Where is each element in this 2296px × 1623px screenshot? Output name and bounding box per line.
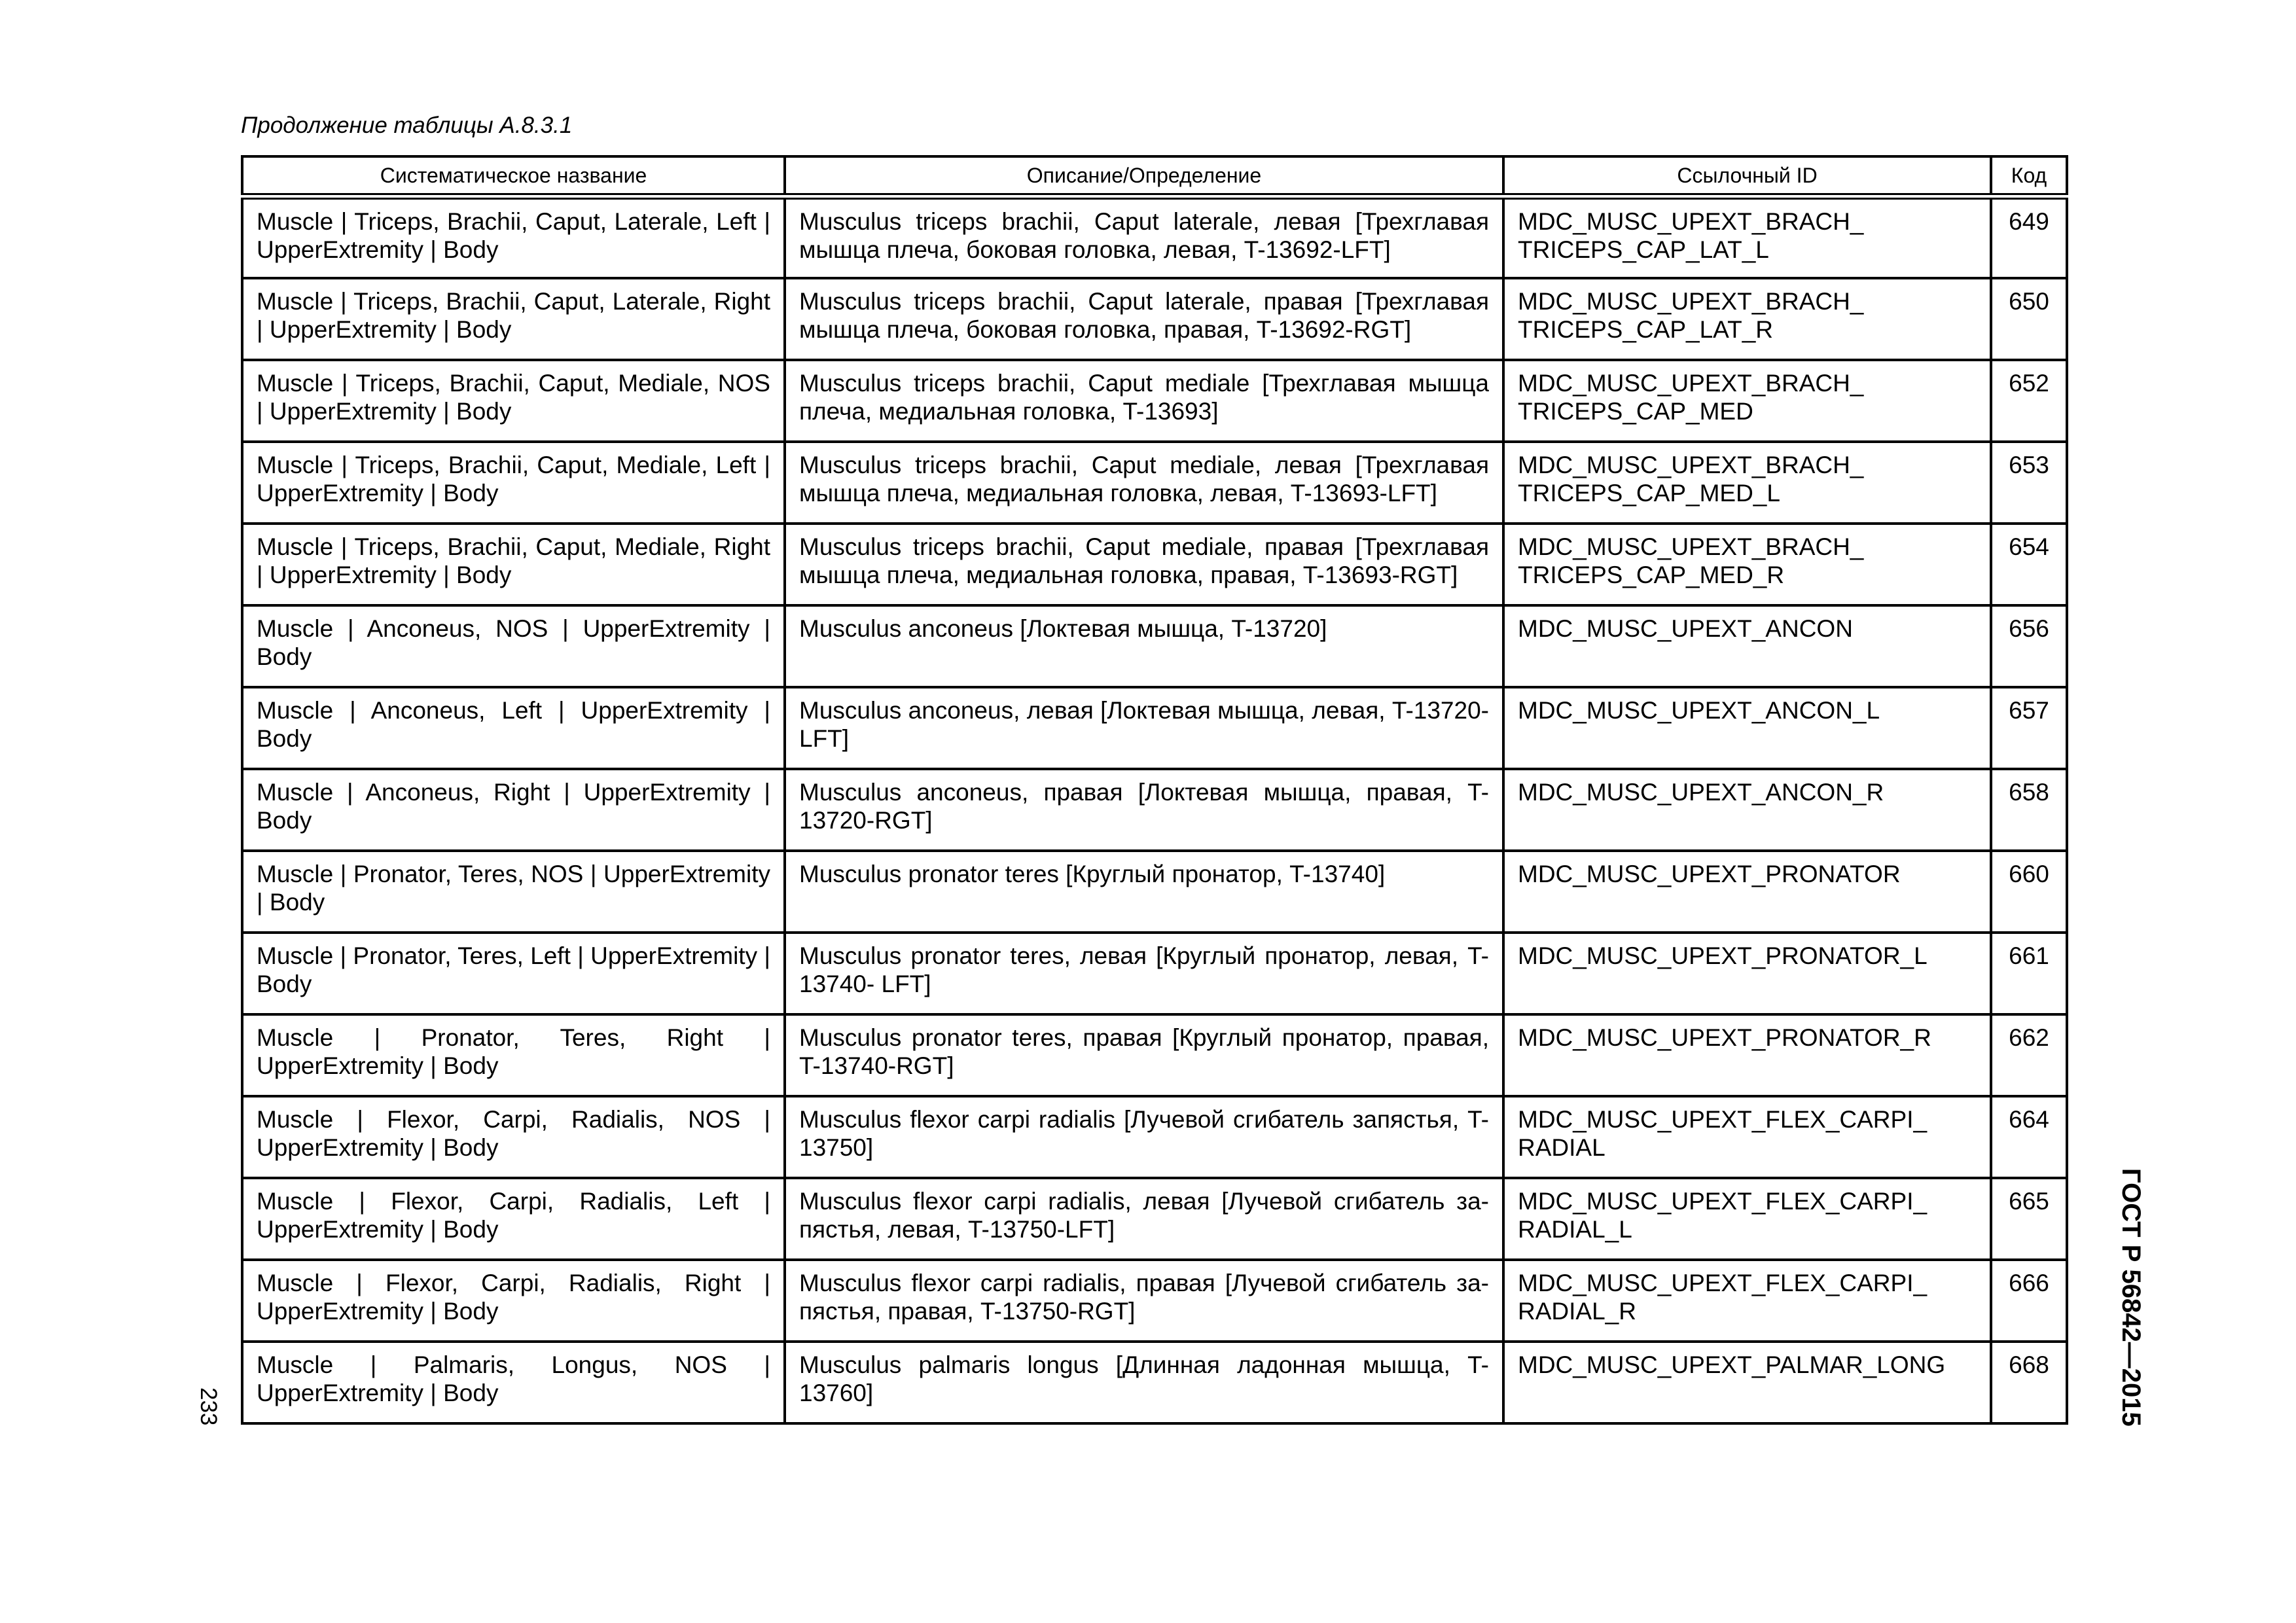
table-row <box>242 687 2067 769</box>
systematic-name-cell: Muscle | Pronator, Teres, Right | UpperExtremity | Body <box>242 1014 785 1096</box>
table-row <box>242 1014 2067 1096</box>
code-cell: 654 <box>1991 524 2067 605</box>
table-row <box>242 933 2067 1014</box>
code-cell: 656 <box>1991 605 2067 687</box>
table-row <box>242 442 2067 524</box>
description-cell: Musculus palmaris longus [Длинная ладонная мышца, T-13760] <box>785 1342 1503 1423</box>
systematic-name-cell: Muscle | Pronator, Teres, Left | UpperExtremity | Body <box>242 933 785 1014</box>
systematic-name-cell: Muscle | Triceps, Brachii, Caput, Mediale, Right | UpperExtremity | Body <box>242 524 785 605</box>
code-cell: 657 <box>1991 687 2067 769</box>
header-reference-id: Ссылочный ID <box>1503 156 1991 196</box>
table-row <box>242 605 2067 687</box>
description-cell: Musculus flexor carpi radialis, правая [Лучевой сгибатель за-пястья, правая, T-13750-RGT] <box>785 1260 1503 1342</box>
table-header <box>242 156 2067 196</box>
reference-id-cell: MDC_MUSC_UPEXT_PALMAR_LONG <box>1503 1342 1991 1423</box>
header-code: Код <box>1991 156 2067 196</box>
reference-id-cell: MDC_MUSC_UPEXT_PRONATOR_L <box>1503 933 1991 1014</box>
table-row <box>242 360 2067 442</box>
description-cell: Musculus triceps brachii, Caput laterale, левая [Трехглавая мышца плеча, боковая головка, левая, T-13692-LFT] <box>785 196 1503 278</box>
code-cell: 650 <box>1991 278 2067 360</box>
reference-id-cell: MDC_MUSC_UPEXT_PRONATOR <box>1503 851 1991 933</box>
description-cell: Musculus triceps brachii, Caput mediale, левая [Трехглавая мышца плеча, медиальная головка, левая, T-13693-LFT] <box>785 442 1503 524</box>
description-cell: Musculus flexor carpi radialis [Лучевой сгибатель запястья, T-13750] <box>785 1096 1503 1178</box>
code-cell: 666 <box>1991 1260 2067 1342</box>
systematic-name-cell: Muscle | Palmaris, Longus, NOS | UpperExtremity | Body <box>242 1342 785 1423</box>
reference-id-cell: MDC_MUSC_UPEXT_FLEX_CARPI_ RADIAL <box>1503 1096 1991 1178</box>
reference-id-cell: MDC_MUSC_UPEXT_BRACH_ TRICEPS_CAP_MED_L <box>1503 442 1991 524</box>
systematic-name-cell: Muscle | Anconeus, Right | UpperExtremity | Body <box>242 769 785 851</box>
code-cell: 661 <box>1991 933 2067 1014</box>
systematic-name-cell: Muscle | Triceps, Brachii, Caput, Mediale, NOS | UpperExtremity | Body <box>242 360 785 442</box>
reference-id-cell: MDC_MUSC_UPEXT_ANCON_L <box>1503 687 1991 769</box>
systematic-name-cell: Muscle | Triceps, Brachii, Caput, Mediale, Left | UpperExtremity | Body <box>242 442 785 524</box>
table-row <box>242 196 2067 278</box>
table-row <box>242 1178 2067 1260</box>
systematic-name-cell: Muscle | Flexor, Carpi, Radialis, NOS | UpperExtremity | Body <box>242 1096 785 1178</box>
code-cell: 649 <box>1991 196 2067 278</box>
description-cell: Musculus pronator teres, левая [Круглый пронатор, левая, T-13740- LFT] <box>785 933 1503 1014</box>
description-cell: Musculus triceps brachii, Caput mediale, правая [Трехглавая мышца плеча, медиальная головка, правая, T-13693-RGT] <box>785 524 1503 605</box>
description-cell: Musculus flexor carpi radialis, левая [Лучевой сгибатель за-пястья, левая, T-13750-LFT] <box>785 1178 1503 1260</box>
header-systematic-name: Систематическое название <box>242 156 785 196</box>
systematic-name-cell: Muscle | Flexor, Carpi, Radialis, Left | UpperExtremity | Body <box>242 1178 785 1260</box>
table-row <box>242 769 2067 851</box>
description-cell: Musculus triceps brachii, Caput laterale, правая [Трехглавая мышца плеча, боковая головка, правая, T-13692-RGT] <box>785 278 1503 360</box>
header-row <box>242 156 2067 196</box>
reference-id-cell: MDC_MUSC_UPEXT_BRACH_ TRICEPS_CAP_MED_R <box>1503 524 1991 605</box>
code-cell: 668 <box>1991 1342 2067 1423</box>
table-row <box>242 278 2067 360</box>
description-cell: Musculus pronator teres, правая [Круглый пронатор, правая, T-13740-RGT] <box>785 1014 1503 1096</box>
description-cell: Musculus anconeus, правая [Локтевая мышца, правая, T-13720-RGT] <box>785 769 1503 851</box>
code-cell: 653 <box>1991 442 2067 524</box>
description-cell: Musculus anconeus, левая [Локтевая мышца, левая, T-13720-LFT] <box>785 687 1503 769</box>
reference-id-cell: MDC_MUSC_UPEXT_BRACH_ TRICEPS_CAP_LAT_L <box>1503 196 1991 278</box>
table-row <box>242 524 2067 605</box>
systematic-name-cell: Muscle | Flexor, Carpi, Radialis, Right | UpperExtremity | Body <box>242 1260 785 1342</box>
code-cell: 665 <box>1991 1178 2067 1260</box>
table-caption: Продолжение таблицы А.8.3.1 <box>241 113 573 138</box>
table-row <box>242 1260 2067 1342</box>
document-title: ГОСТ Р 56842—2015 <box>2117 1168 2145 1427</box>
code-cell: 652 <box>1991 360 2067 442</box>
table-body <box>242 196 2067 1423</box>
reference-id-cell: MDC_MUSC_UPEXT_BRACH_ TRICEPS_CAP_MED <box>1503 360 1991 442</box>
code-cell: 664 <box>1991 1096 2067 1178</box>
code-cell: 662 <box>1991 1014 2067 1096</box>
terms-table <box>241 155 2068 1425</box>
systematic-name-cell: Muscle | Triceps, Brachii, Caput, Laterale, Right | UpperExtremity | Body <box>242 278 785 360</box>
systematic-name-cell: Muscle | Anconeus, NOS | UpperExtremity | Body <box>242 605 785 687</box>
table-row <box>242 851 2067 933</box>
table-row <box>242 1342 2067 1423</box>
reference-id-cell: MDC_MUSC_UPEXT_ANCON_R <box>1503 769 1991 851</box>
systematic-name-cell: Muscle | Anconeus, Left | UpperExtremity | Body <box>242 687 785 769</box>
header-description: Описание/Определение <box>785 156 1503 196</box>
table-row <box>242 1096 2067 1178</box>
description-cell: Musculus pronator teres [Круглый пронатор, T-13740] <box>785 851 1503 933</box>
page-number: 233 <box>196 1387 221 1426</box>
reference-id-cell: MDC_MUSC_UPEXT_FLEX_CARPI_ RADIAL_L <box>1503 1178 1991 1260</box>
systematic-name-cell: Muscle | Pronator, Teres, NOS | UpperExtremity | Body <box>242 851 785 933</box>
code-cell: 658 <box>1991 769 2067 851</box>
code-cell: 660 <box>1991 851 2067 933</box>
reference-id-cell: MDC_MUSC_UPEXT_PRONATOR_R <box>1503 1014 1991 1096</box>
description-cell: Musculus triceps brachii, Caput mediale [Трехглавая мышца плеча, медиальная головка, T-13693] <box>785 360 1503 442</box>
description-cell: Musculus anconeus [Локтевая мышца, T-13720] <box>785 605 1503 687</box>
reference-id-cell: MDC_MUSC_UPEXT_FLEX_CARPI_ RADIAL_R <box>1503 1260 1991 1342</box>
systematic-name-cell: Muscle | Triceps, Brachii, Caput, Laterale, Left | UpperExtremity | Body <box>242 196 785 278</box>
reference-id-cell: MDC_MUSC_UPEXT_ANCON <box>1503 605 1991 687</box>
reference-id-cell: MDC_MUSC_UPEXT_BRACH_ TRICEPS_CAP_LAT_R <box>1503 278 1991 360</box>
